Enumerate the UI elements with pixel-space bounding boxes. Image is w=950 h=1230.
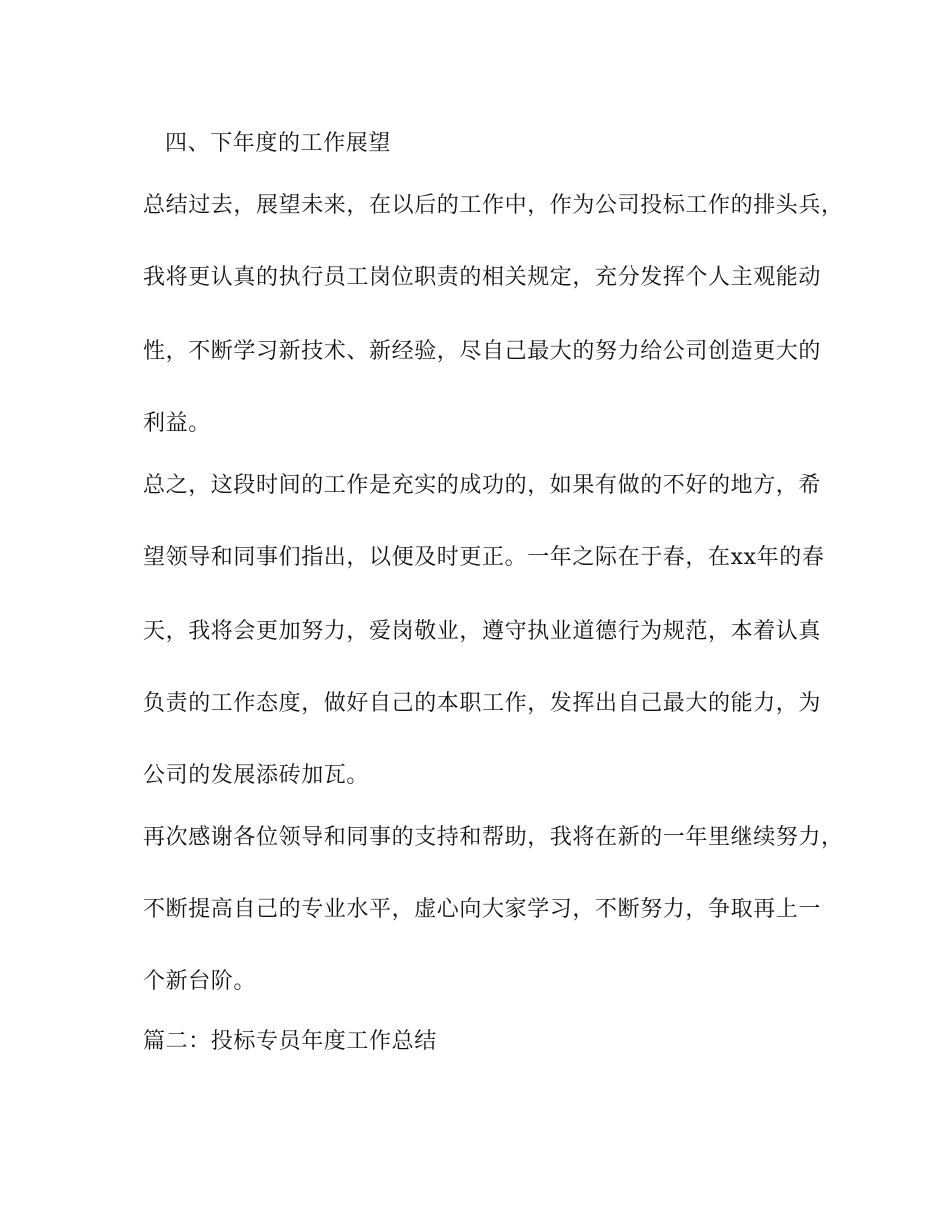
paragraph-2-line-2: 望领导和同事们指出，以便及时更正。一年之际在于春，在xx年的春 <box>143 545 825 570</box>
paragraph-1-line-4: 利益。 <box>143 411 211 436</box>
paragraph-2-line-3: 天，我将会更加努力，爱岗敬业，遵守执业道德行为规范，本着认真 <box>143 619 822 644</box>
paragraph-3-line-1: 再次感谢各位领导和同事的支持和帮助，我将在新的一年里继续努力， <box>143 825 844 850</box>
paragraph-3-line-2: 不断提高自己的专业水平，虚心向大家学习，不断努力，争取再上一 <box>143 897 822 922</box>
paragraph-1-line-2: 我将更认真的执行员工岗位职责的相关规定，充分发挥个人主观能动 <box>143 265 822 290</box>
section-heading: 四、下年度的工作展望 <box>165 131 392 156</box>
paragraph-3-line-3: 个新台阶。 <box>143 969 257 994</box>
paragraph-1-line-1: 总结过去，展望未来，在以后的工作中，作为公司投标工作的排头兵， <box>143 193 844 218</box>
paragraph-2-line-1: 总之，这段时间的工作是充实的成功的，如果有做的不好的地方，希 <box>143 473 822 498</box>
next-section-title: 篇二：投标专员年度工作总结 <box>143 1029 437 1054</box>
paragraph-2-line-5: 公司的发展添砖加瓦。 <box>143 763 370 788</box>
paragraph-1-line-3: 性，不断学习新技术、新经验，尽自己最大的努力给公司创造更大的 <box>143 339 822 364</box>
paragraph-2-line-4: 负责的工作态度，做好自己的本职工作，发挥出自己最大的能力，为 <box>143 691 822 716</box>
